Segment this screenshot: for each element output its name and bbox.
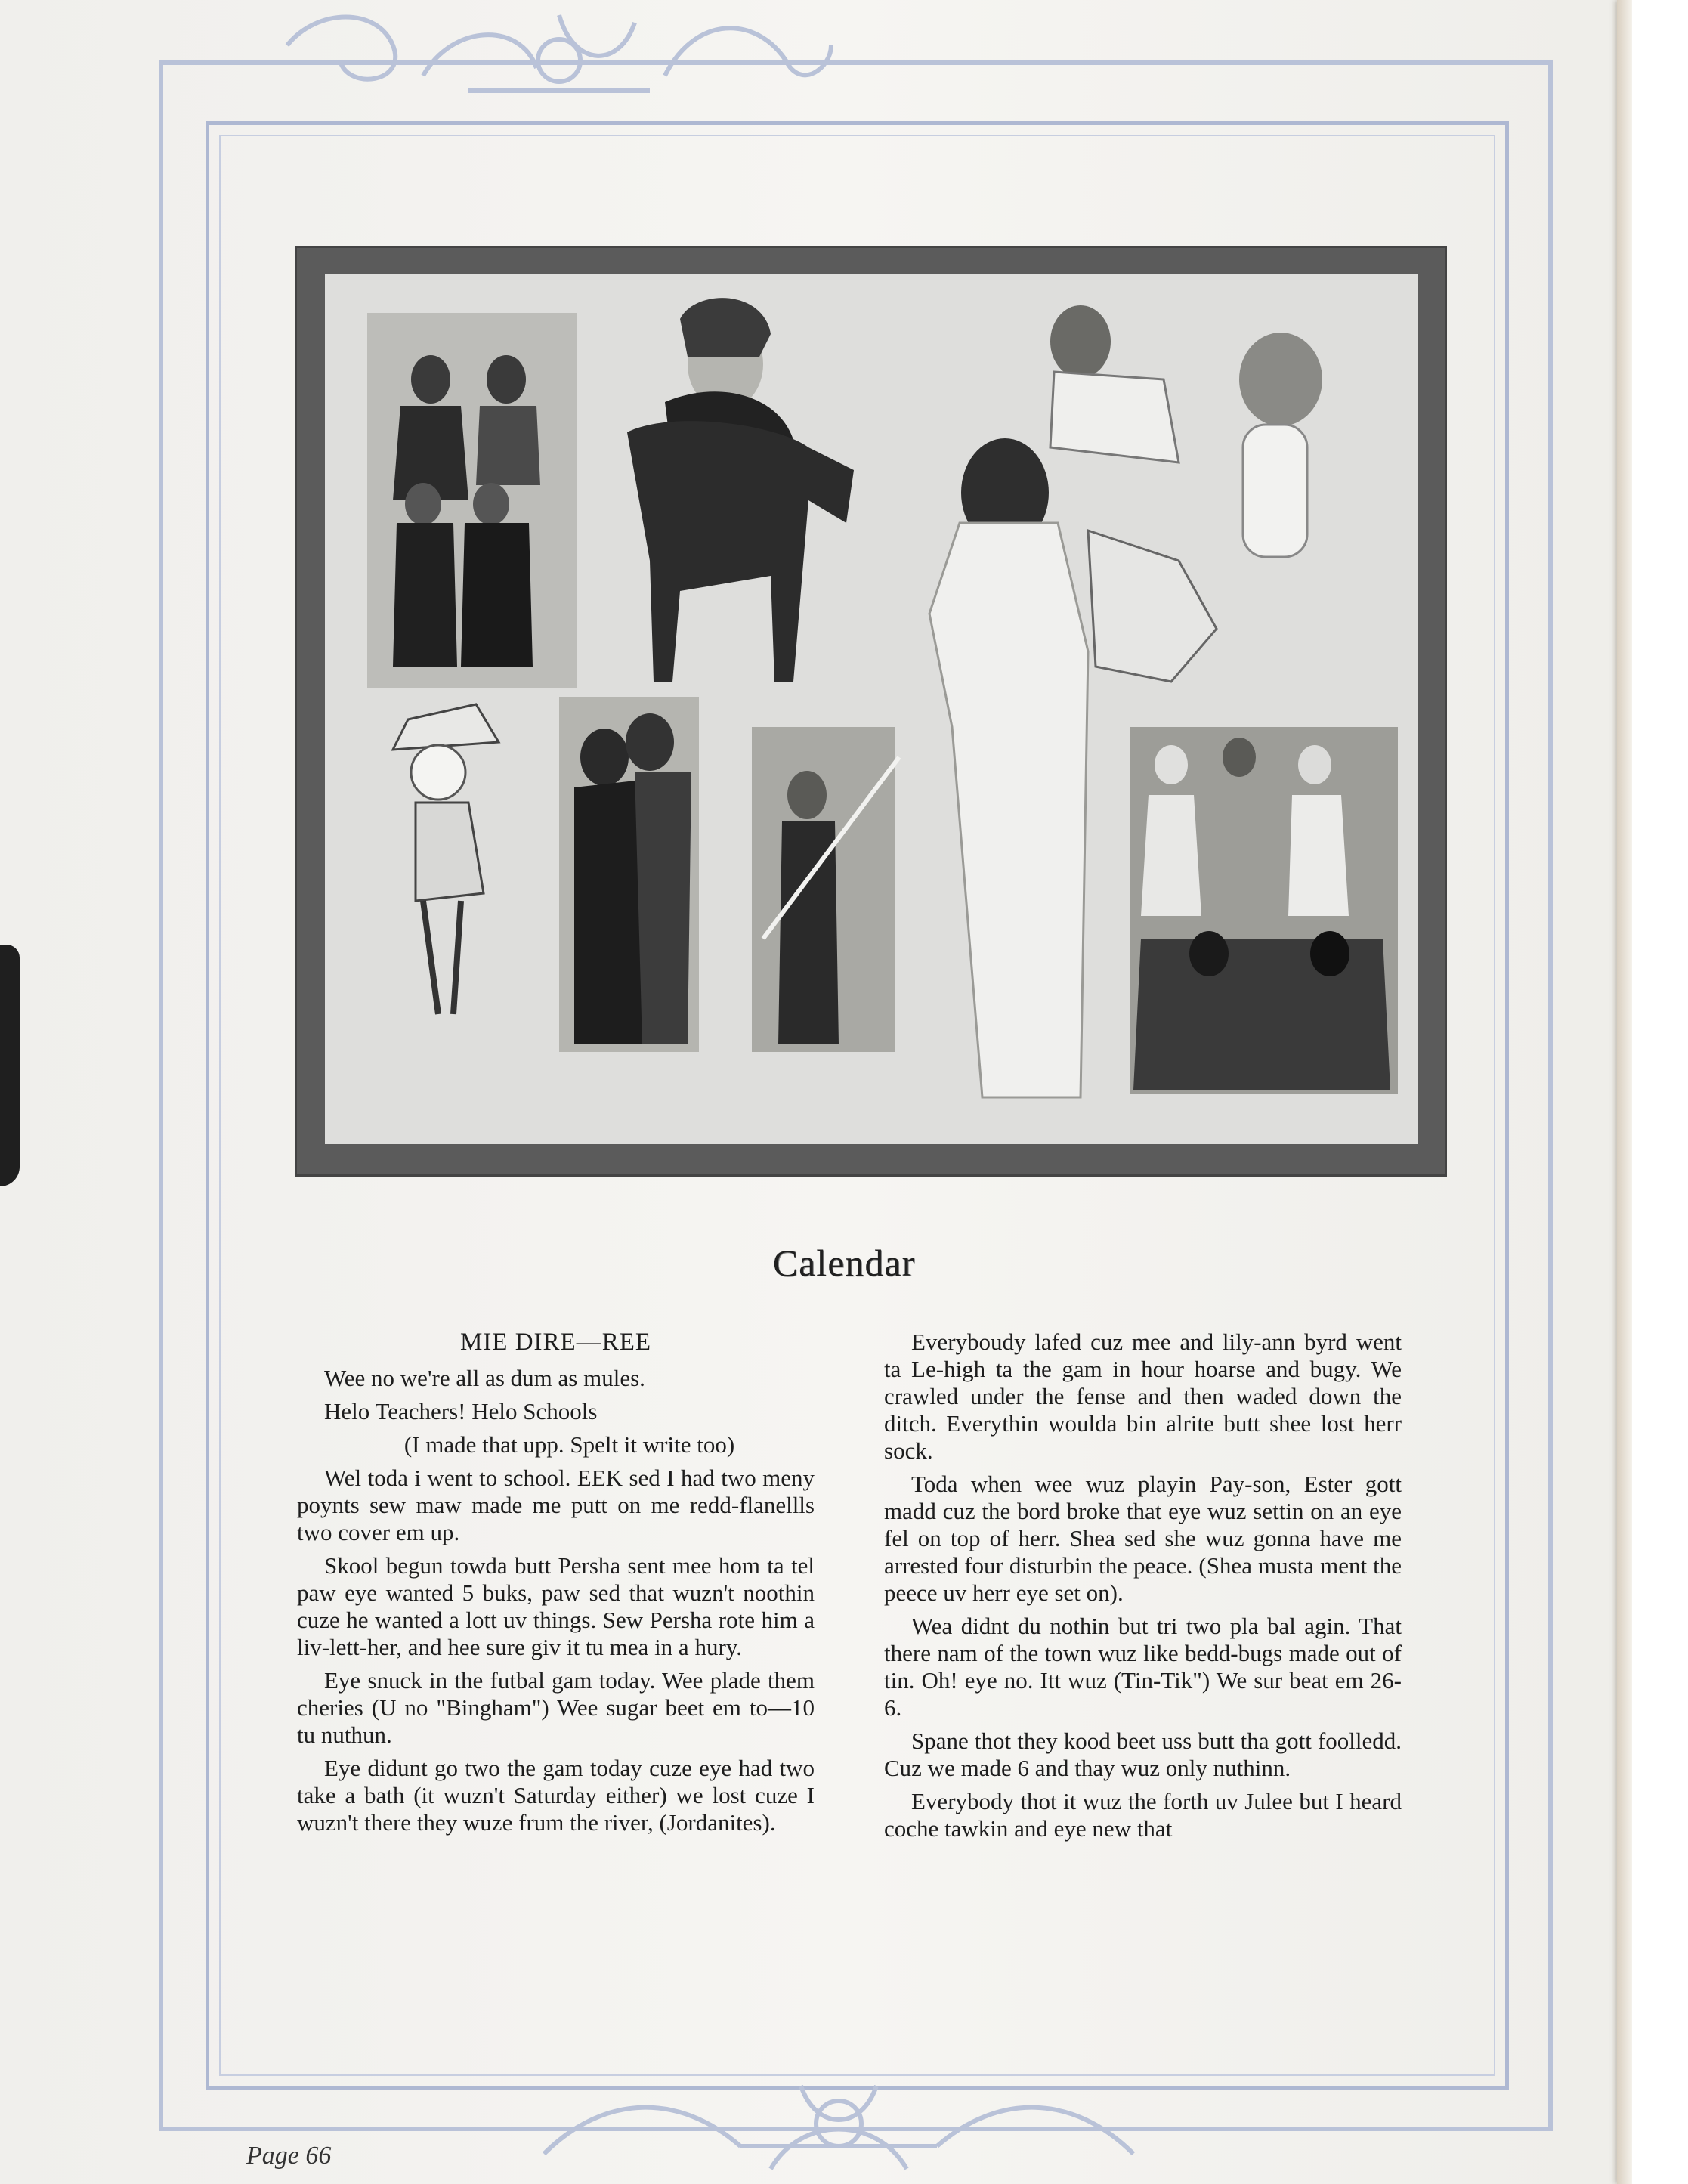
- diary-paragraph: Eye didunt go two the gam today cuze eye had two take a bath (it wuzn't Saturday either) we lost cuze I wuzn't there they wuze frum the river, (Jordanites).: [297, 1755, 815, 1836]
- scroll-ornament-top-icon: [272, 0, 846, 113]
- diary-paragraph: Spane thot they kood beet uss butt tha gott foolledd. Cuz we made 6 and thay wuz only nuthinn.: [884, 1728, 1402, 1781]
- scan-binding-shadow: [0, 945, 20, 1186]
- photo-couple: [559, 697, 699, 1052]
- verse-line-2: Helo Teachers! Helo Schools: [324, 1398, 598, 1425]
- diary-paragraph: Toda when wee wuz playin Pay-son, Ester gott madd cuz the bord broke that eye wuz settin on an eye fel on top of herr. Shea sed she wuz gonna have me arrested four disturbin the peace. (Shea musta ment the peece uv herr eye set on).: [884, 1471, 1402, 1606]
- diary-paragraph: Skool begun towda butt Persha sent mee hom ta tel paw eye wanted 5 buks, paw sed that wuzn't noothin cuze he wanted a lott uv things. Sew Persha rote him a liv-lett-her, and hee sure giv it tu mea in a hury.: [297, 1552, 815, 1660]
- verse-line-1: Wee no we're all as dum as mules.: [324, 1365, 645, 1391]
- diary-paragraph: Everybody thot it wuz the forth uv Julee but I heard coche tawkin and eye new that: [884, 1788, 1402, 1842]
- photo-man-with-stick: [752, 727, 899, 1052]
- diary-paragraph: Wea didnt du nothin but tri two pla bal agin. That there nam of the town wuz like bedd-bugs made out of tin. Oh! eye no. Itt wuz (Tin-Tik") We sur beat em 26-6.: [884, 1613, 1402, 1721]
- photo-four-girls: [367, 313, 577, 688]
- page-title: Calendar: [772, 1242, 916, 1284]
- diary-paragraph: Eye snuck in the futbal gam today. Wee plade them cheries (U no "Bingham") Wee sugar beet em to—10 tu nuthun.: [297, 1667, 815, 1748]
- diary-column-left: [297, 1329, 815, 1842]
- diary-aside: (I made that upp. Spelt it write too): [403, 1431, 735, 1458]
- diary-paragraph: Everyboudy lafed cuz mee and lily-ann byrd went ta Le-high ta the gam in hour hoarse and bugy. We crawled under the fense and then waded down the ditch. Everythin woulda bin alrite butt shee lost herr sock.: [884, 1329, 1402, 1464]
- scroll-ornament-bottom-icon: [514, 2063, 1164, 2184]
- diary-column-right: [884, 1329, 1402, 1848]
- page-number: Page 66: [246, 2142, 332, 2170]
- photo-collage: [325, 274, 1418, 1144]
- diary-paragraph: Wel toda i went to school. EEK sed I had two meny poynts sew maw made me putt on me redd-flanellls two cover em up.: [297, 1465, 815, 1545]
- torn-page-edge: [1617, 0, 1688, 2184]
- diary-title: MIE DIRE—REE: [459, 1329, 652, 1356]
- photo-group-outdoors: [1130, 727, 1398, 1094]
